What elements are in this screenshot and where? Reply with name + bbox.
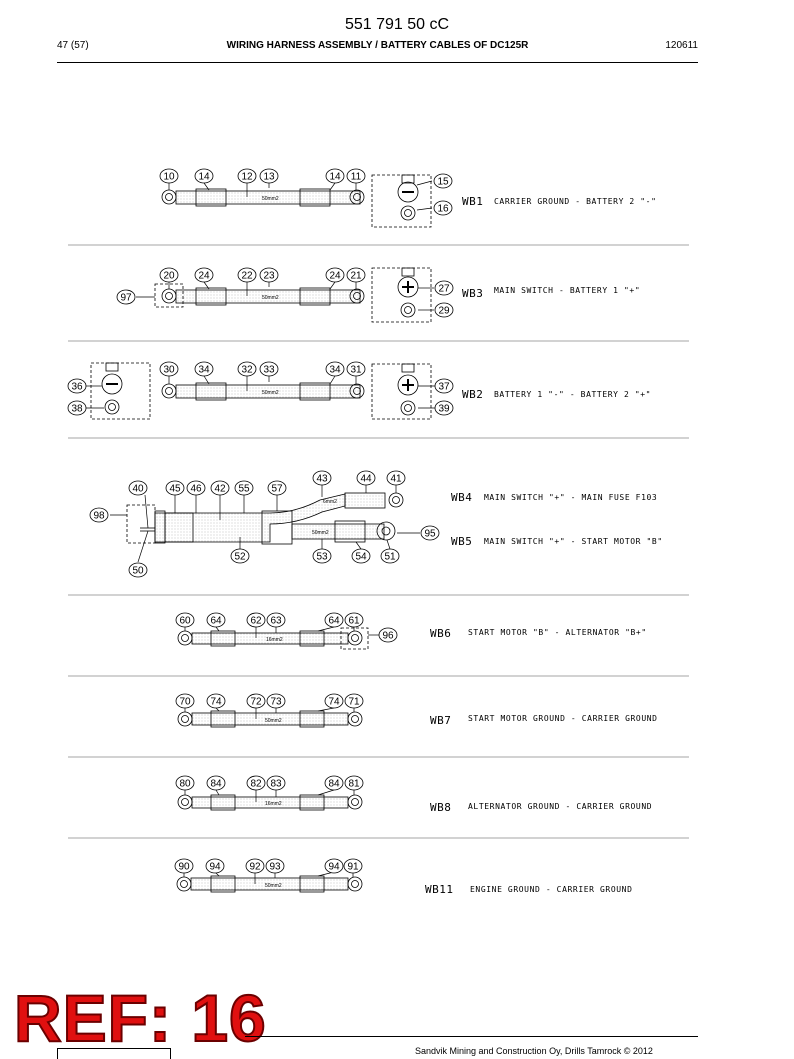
item-number: 60	[179, 615, 191, 627]
item-balloon	[421, 526, 439, 540]
item-number: 29	[438, 305, 450, 317]
item-balloon	[231, 549, 249, 563]
cable-code: WB3	[462, 287, 484, 300]
item-number: 37	[438, 381, 450, 393]
item-balloon	[357, 471, 375, 485]
cable-description: BATTERY 1 "-" - BATTERY 2 "+"	[494, 390, 652, 399]
item-number: 22	[241, 270, 253, 282]
item-number: 94	[209, 861, 221, 873]
item-balloon	[345, 776, 363, 790]
item-number: 43	[316, 473, 328, 485]
cable-code: WB5	[451, 535, 473, 548]
item-number: 83	[270, 778, 282, 790]
item-balloon	[344, 859, 362, 873]
item-number: 70	[179, 696, 191, 708]
item-number: 55	[238, 483, 250, 495]
cable-code: WB7	[430, 714, 452, 727]
item-balloon	[435, 303, 453, 317]
cable-code: WB6	[430, 627, 452, 640]
item-number: 74	[210, 696, 222, 708]
item-number: 33	[263, 364, 275, 376]
item-number: 15	[437, 176, 449, 188]
wire-size-label: 50mm2	[265, 718, 282, 724]
item-number: 72	[250, 696, 262, 708]
item-balloon	[129, 481, 147, 495]
cable-description: MAIN SWITCH "+" - START MOTOR "B"	[484, 537, 663, 546]
wire-size-label: 50mm2	[262, 196, 279, 202]
item-number: 53	[316, 551, 328, 563]
item-balloon	[326, 169, 344, 183]
item-number: 97	[120, 292, 132, 304]
item-balloon	[345, 694, 363, 708]
item-number: 92	[249, 861, 261, 873]
item-balloon	[238, 169, 256, 183]
item-number: 74	[328, 696, 340, 708]
item-number: 91	[347, 861, 359, 873]
cable-code: WB11	[425, 883, 454, 896]
item-balloon	[267, 694, 285, 708]
item-number: 81	[348, 778, 360, 790]
item-number: 51	[384, 551, 396, 563]
cable-description: ALTERNATOR GROUND - CARRIER GROUND	[468, 802, 653, 811]
cable-description: START MOTOR GROUND - CARRIER GROUND	[468, 714, 658, 723]
item-number: 45	[169, 483, 181, 495]
sandvik-logo	[57, 1048, 171, 1059]
item-number: 44	[360, 473, 372, 485]
item-number: 16	[437, 203, 449, 215]
cable-code: WB4	[451, 491, 473, 504]
item-number: 96	[382, 630, 394, 642]
item-number: 73	[270, 696, 282, 708]
cable-code: WB2	[462, 388, 484, 401]
item-number: 46	[190, 483, 202, 495]
wire-size-label: 6mm2	[323, 499, 337, 505]
item-number: 21	[350, 270, 362, 282]
item-balloon	[434, 174, 452, 188]
item-number: 63	[270, 615, 282, 627]
item-number: 80	[179, 778, 191, 790]
item-number: 98	[93, 510, 105, 522]
item-number: 61	[348, 615, 360, 627]
item-number: 39	[438, 403, 450, 415]
item-balloon	[195, 268, 213, 282]
item-number: 27	[438, 283, 450, 295]
item-balloon	[247, 694, 265, 708]
item-balloon	[434, 201, 452, 215]
item-balloon	[379, 628, 397, 642]
item-number: 11	[350, 171, 362, 183]
item-balloon	[260, 268, 278, 282]
item-balloon	[347, 268, 365, 282]
item-balloon	[238, 362, 256, 376]
item-number: 12	[241, 171, 253, 183]
item-balloon	[235, 481, 253, 495]
item-balloon	[247, 776, 265, 790]
cable-code: WB8	[430, 801, 452, 814]
item-balloon	[313, 471, 331, 485]
item-balloon	[387, 471, 405, 485]
item-number: 32	[241, 364, 253, 376]
item-number: 71	[348, 696, 360, 708]
item-number: 64	[328, 615, 340, 627]
item-balloon	[176, 694, 194, 708]
item-number: 90	[178, 861, 190, 873]
item-balloon	[247, 613, 265, 627]
item-balloon	[435, 401, 453, 415]
item-balloon	[176, 776, 194, 790]
item-balloon	[207, 613, 225, 627]
item-balloon	[326, 362, 344, 376]
item-number: 57	[271, 483, 283, 495]
page-number: 47 (57)	[57, 40, 89, 51]
item-balloon	[90, 508, 108, 522]
item-number: 30	[163, 364, 175, 376]
item-number: 36	[71, 381, 83, 393]
item-balloon	[175, 859, 193, 873]
item-balloon	[325, 613, 343, 627]
cable-description: START MOTOR "B" - ALTERNATOR "B+"	[468, 628, 647, 637]
item-number: 94	[328, 861, 340, 873]
item-number: 41	[390, 473, 402, 485]
item-balloon	[381, 549, 399, 563]
item-number: 34	[329, 364, 341, 376]
item-balloon	[268, 481, 286, 495]
item-number: 10	[163, 171, 175, 183]
item-balloon	[68, 401, 86, 415]
item-balloon	[246, 859, 264, 873]
item-balloon	[160, 362, 178, 376]
item-number: 95	[424, 528, 436, 540]
item-number: 34	[198, 364, 210, 376]
wire-size-label: 50mm2	[312, 530, 329, 536]
item-number: 42	[214, 483, 226, 495]
item-number: 23	[263, 270, 275, 282]
item-number: 50	[132, 565, 144, 577]
item-balloon	[347, 169, 365, 183]
item-balloon	[129, 563, 147, 577]
copyright-text: Sandvik Mining and Construction Oy, Drills Tamrock © 2012	[415, 1046, 653, 1056]
item-number: 14	[198, 171, 210, 183]
item-number: 64	[210, 615, 222, 627]
wire-size-label: 50mm2	[262, 390, 279, 396]
item-balloon	[207, 694, 225, 708]
item-balloon	[195, 169, 213, 183]
document-number: 551 791 50 cC	[344, 16, 450, 33]
item-balloon	[313, 549, 331, 563]
item-number: 84	[210, 778, 222, 790]
item-number: 13	[263, 171, 275, 183]
item-number: 62	[250, 615, 262, 627]
item-balloon	[266, 859, 284, 873]
item-balloon	[345, 613, 363, 627]
footer-rule	[245, 1036, 698, 1037]
item-balloon	[187, 481, 205, 495]
item-balloon	[207, 776, 225, 790]
revision-date: 120611	[665, 40, 698, 51]
page-title: WIRING HARNESS ASSEMBLY / BATTERY CABLES OF DC125R	[226, 40, 529, 51]
item-balloon	[347, 362, 365, 376]
cable-code: WB1	[462, 195, 484, 208]
item-balloon	[160, 169, 178, 183]
item-number: 20	[163, 270, 175, 282]
item-balloon	[260, 169, 278, 183]
wire-size-label: 16mm2	[265, 801, 282, 807]
item-balloon	[160, 268, 178, 282]
wire-size-label: 50mm2	[262, 295, 279, 301]
item-number: 14	[329, 171, 341, 183]
cable-description: ENGINE GROUND - CARRIER GROUND	[470, 885, 633, 894]
item-balloon	[326, 268, 344, 282]
cable-wb4-wb5	[127, 493, 403, 544]
item-balloon	[325, 776, 343, 790]
item-number: 24	[329, 270, 341, 282]
item-balloon	[68, 379, 86, 393]
item-number: 38	[71, 403, 83, 415]
cable-description: MAIN SWITCH "+" - MAIN FUSE F103	[484, 493, 658, 502]
cable-description: MAIN SWITCH - BATTERY 1 "+"	[494, 286, 641, 295]
item-balloon	[206, 859, 224, 873]
item-number: 54	[355, 551, 367, 563]
item-balloon	[352, 549, 370, 563]
item-number: 40	[132, 483, 144, 495]
item-balloon	[435, 379, 453, 393]
item-number: 24	[198, 270, 210, 282]
item-balloon	[325, 694, 343, 708]
item-number: 93	[269, 861, 281, 873]
item-balloon	[117, 290, 135, 304]
item-balloon	[267, 776, 285, 790]
item-balloon	[260, 362, 278, 376]
item-balloon	[211, 481, 229, 495]
item-balloon	[325, 859, 343, 873]
wire-size-label: 16mm2	[266, 637, 283, 643]
item-number: 84	[328, 778, 340, 790]
item-balloon	[195, 362, 213, 376]
item-number: 82	[250, 778, 262, 790]
item-balloon	[166, 481, 184, 495]
item-number: 52	[234, 551, 246, 563]
item-balloon	[238, 268, 256, 282]
item-balloon	[267, 613, 285, 627]
item-balloon	[176, 613, 194, 627]
wire-size-label: 50mm2	[265, 883, 282, 889]
reference-stamp: REF: 16	[14, 981, 267, 1055]
item-balloon	[435, 281, 453, 295]
item-number: 31	[350, 364, 362, 376]
cable-description: CARRIER GROUND - BATTERY 2 "-"	[494, 197, 657, 206]
